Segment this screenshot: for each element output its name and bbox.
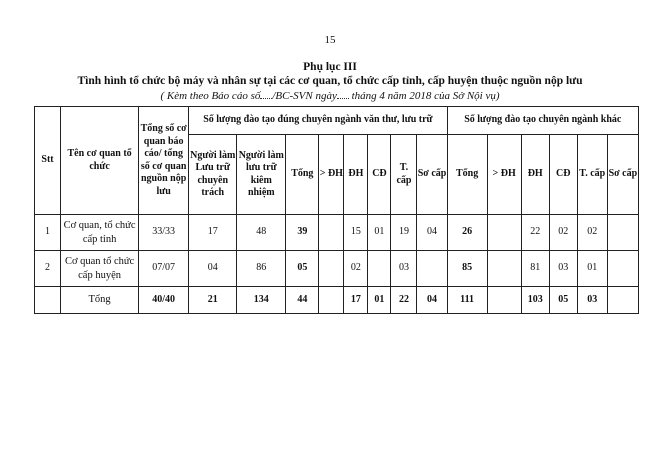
cell-a: 48 [237, 215, 286, 251]
cell-a [368, 251, 391, 287]
cell-a [319, 251, 344, 287]
table-row [35, 251, 639, 287]
header-a-col: Người làm Lưu trữ chuyên trách [189, 135, 237, 215]
cell-stt [35, 287, 61, 314]
cell-b-total: 111 [447, 287, 487, 314]
cell-name: Cơ quan tổ chức cấp huyện [61, 251, 139, 287]
cell-total: 33/33 [139, 215, 189, 251]
cell-a [319, 215, 344, 251]
date-blank [337, 98, 349, 99]
header-a-col: > ĐH [319, 135, 344, 215]
header-a-col: ĐH [344, 135, 368, 215]
header-group-other: Số lượng đào tạo chuyên ngành khác [447, 107, 638, 135]
cell-a: 22 [391, 287, 417, 314]
note-mid: /BC-SVN ngày [272, 90, 337, 102]
cell-b [487, 251, 521, 287]
cell-a: 03 [391, 251, 417, 287]
cell-stt: 2 [35, 251, 61, 287]
header-b-col: Tổng [447, 135, 487, 215]
appendix-subtitle: Tình hình tổ chức bộ máy và nhân sự tại các cơ quan, tổ chức cấp tỉnh, cấp huyện thuộc nguồn nộp lưu [77, 75, 583, 87]
cell-a: 04 [417, 215, 447, 251]
cell-total: 40/40 [139, 287, 189, 314]
cell-a: 17 [189, 215, 237, 251]
cell-stt: 1 [35, 215, 61, 251]
cell-a-total: 05 [286, 251, 319, 287]
header-b-col: ĐH [521, 135, 549, 215]
cell-b: 03 [577, 287, 607, 314]
header-stt: Stt [35, 107, 61, 215]
cell-b: 81 [521, 251, 549, 287]
cell-a-total: 44 [286, 287, 319, 314]
appendix-note [0, 90, 660, 102]
cell-a: 19 [391, 215, 417, 251]
cell-total: 07/07 [139, 251, 189, 287]
cell-b-total: 26 [447, 215, 487, 251]
header-b-col: CĐ [549, 135, 577, 215]
cell-b [487, 287, 521, 314]
cell-b: 02 [549, 215, 577, 251]
header-a-col: Người làm lưu trữ kiêm nhiệm [237, 135, 286, 215]
cell-b [487, 215, 521, 251]
report-number-blank [260, 98, 272, 99]
header-total-agencies: Tổng số cơ quan báo cáo/ tổng số cơ quan nguồn nộp lưu [139, 107, 189, 215]
total-row [35, 287, 639, 314]
note-prefix: ( Kèm theo Báo cáo số [160, 90, 261, 102]
header-name: Tên cơ quan tổ chức [61, 107, 139, 215]
cell-a [417, 251, 447, 287]
appendix-title: Phụ lục III [303, 61, 357, 73]
header-a-col: Tổng [286, 135, 319, 215]
header-group-archival: Số lượng đào tạo đúng chuyên ngành văn thư, lưu trữ [189, 107, 447, 135]
cell-a: 134 [237, 287, 286, 314]
cell-a: 04 [417, 287, 447, 314]
cell-b: 103 [521, 287, 549, 314]
header-b-col: Sơ cấp [607, 135, 638, 215]
cell-b: 05 [549, 287, 577, 314]
header-b-col: > ĐH [487, 135, 521, 215]
cell-a: 86 [237, 251, 286, 287]
cell-a: 21 [189, 287, 237, 314]
cell-b: 22 [521, 215, 549, 251]
cell-a: 04 [189, 251, 237, 287]
cell-b [607, 287, 638, 314]
cell-a [319, 287, 344, 314]
page-number: 15 [324, 34, 336, 46]
cell-b: 03 [549, 251, 577, 287]
cell-b [607, 251, 638, 287]
cell-b-total: 85 [447, 251, 487, 287]
cell-a: 02 [344, 251, 368, 287]
cell-a: 15 [344, 215, 368, 251]
cell-a: 17 [344, 287, 368, 314]
total-label: Tổng [61, 287, 139, 314]
cell-b: 02 [577, 215, 607, 251]
cell-b: 01 [577, 251, 607, 287]
header-a-col: Sơ cấp [417, 135, 447, 215]
table-row [35, 215, 639, 251]
staff-table [34, 106, 639, 314]
header-b-col: T. cấp [577, 135, 607, 215]
cell-a: 01 [368, 215, 391, 251]
cell-b [607, 215, 638, 251]
header-a-col: CĐ [368, 135, 391, 215]
cell-name: Cơ quan, tổ chức cấp tỉnh [61, 215, 139, 251]
cell-a: 01 [368, 287, 391, 314]
cell-a-total: 39 [286, 215, 319, 251]
header-a-col: T. cấp [391, 135, 417, 215]
note-suffix: tháng 4 năm 2018 của Sở Nội vụ) [348, 90, 500, 102]
